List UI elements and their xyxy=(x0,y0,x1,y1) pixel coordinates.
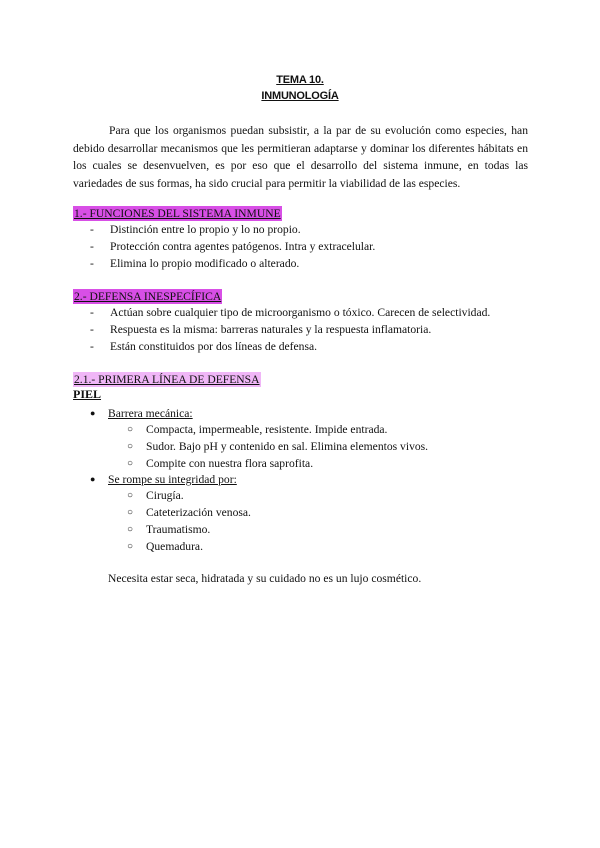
sub-bullet-text: Compacta, impermeable, resistente. Impide entrada. xyxy=(146,423,388,436)
section-heading-defensa: 2.- DEFENSA INESPECÍFICA xyxy=(74,290,222,303)
sub-bullet-text: Sudor. Bajo pH y contenido en sal. Elimina elementos vivos. xyxy=(146,440,429,453)
list-item-text: Están constituidos por dos líneas de defensa. xyxy=(110,340,318,353)
doc-title: INMUNOLOGÍA xyxy=(261,90,339,102)
list-item xyxy=(73,221,375,238)
list-item-text: Protección contra agentes patógenos. Intra y extracelular. xyxy=(110,240,376,253)
bullet-marker: ● xyxy=(90,474,96,484)
list-item xyxy=(73,338,490,355)
list-funciones xyxy=(73,221,375,272)
dash-marker: - xyxy=(90,240,94,253)
list-item xyxy=(73,255,375,272)
list-item xyxy=(73,321,490,338)
dash-marker: - xyxy=(90,340,94,353)
list-item-text: Respuesta es la misma: barreras naturales y la respuesta inflamatoria. xyxy=(110,323,432,336)
intro-paragraph: Para que los organismos puedan subsistir, a la par de su evolución como especies, han debido desarrollar mecanismos que les permitieran adaptarse y dominar los diferentes hábitats en los cuales se desenvuelven, es por eso que el desarrollo del sistema inmune, en todas las variedades de sus formas, ha sido crucial para permitir la viabilidad de las especies. xyxy=(73,124,528,190)
sub-bullet-text: Traumatismo. xyxy=(146,523,211,536)
bullet-label: Se rompe su integridad por: xyxy=(108,473,237,486)
sub-bullet-text: Cateterización venosa. xyxy=(146,506,251,519)
bullet-label: Barrera mecánica: xyxy=(108,407,193,420)
dash-marker: - xyxy=(90,323,94,336)
list-defensa xyxy=(73,304,490,355)
list-item-text: Distinción entre lo propio y lo no propio. xyxy=(110,223,301,236)
section-heading-funciones: 1.- FUNCIONES DEL SISTEMA INMUNE xyxy=(74,207,281,220)
doc-title-number: TEMA 10. xyxy=(276,74,324,86)
sub-bullet-text: Compite con nuestra flora saprofita. xyxy=(146,457,314,470)
list-item-text: Elimina lo propio modificado o alterado. xyxy=(110,257,300,270)
circle-marker: ○ xyxy=(127,458,134,469)
list-item-text: Actúan sobre cualquier tipo de microorganismo o tóxico. Carecen de selectividad. xyxy=(110,306,491,319)
circle-marker: ○ xyxy=(127,541,134,552)
circle-marker: ○ xyxy=(127,524,134,535)
circle-marker: ○ xyxy=(127,507,134,518)
circle-marker: ○ xyxy=(127,424,134,435)
list-item xyxy=(73,238,375,255)
subheading-piel: PIEL xyxy=(73,387,102,401)
sub-bullet-text: Quemadura. xyxy=(146,540,203,553)
dash-marker: - xyxy=(90,223,94,236)
list-item xyxy=(73,304,490,321)
bullet-marker: ● xyxy=(90,408,96,418)
circle-marker: ○ xyxy=(127,441,134,452)
dash-marker: - xyxy=(90,306,94,319)
circle-marker: ○ xyxy=(127,490,134,501)
closing-sentence: Necesita estar seca, hidratada y su cuidado no es un lujo cosmético. xyxy=(108,572,422,585)
sub-bullet-text: Cirugía. xyxy=(146,489,184,502)
section-heading-primera-linea: 2.1.- PRIMERA LÍNEA DE DEFENSA xyxy=(74,373,260,386)
dash-marker: - xyxy=(90,257,94,270)
